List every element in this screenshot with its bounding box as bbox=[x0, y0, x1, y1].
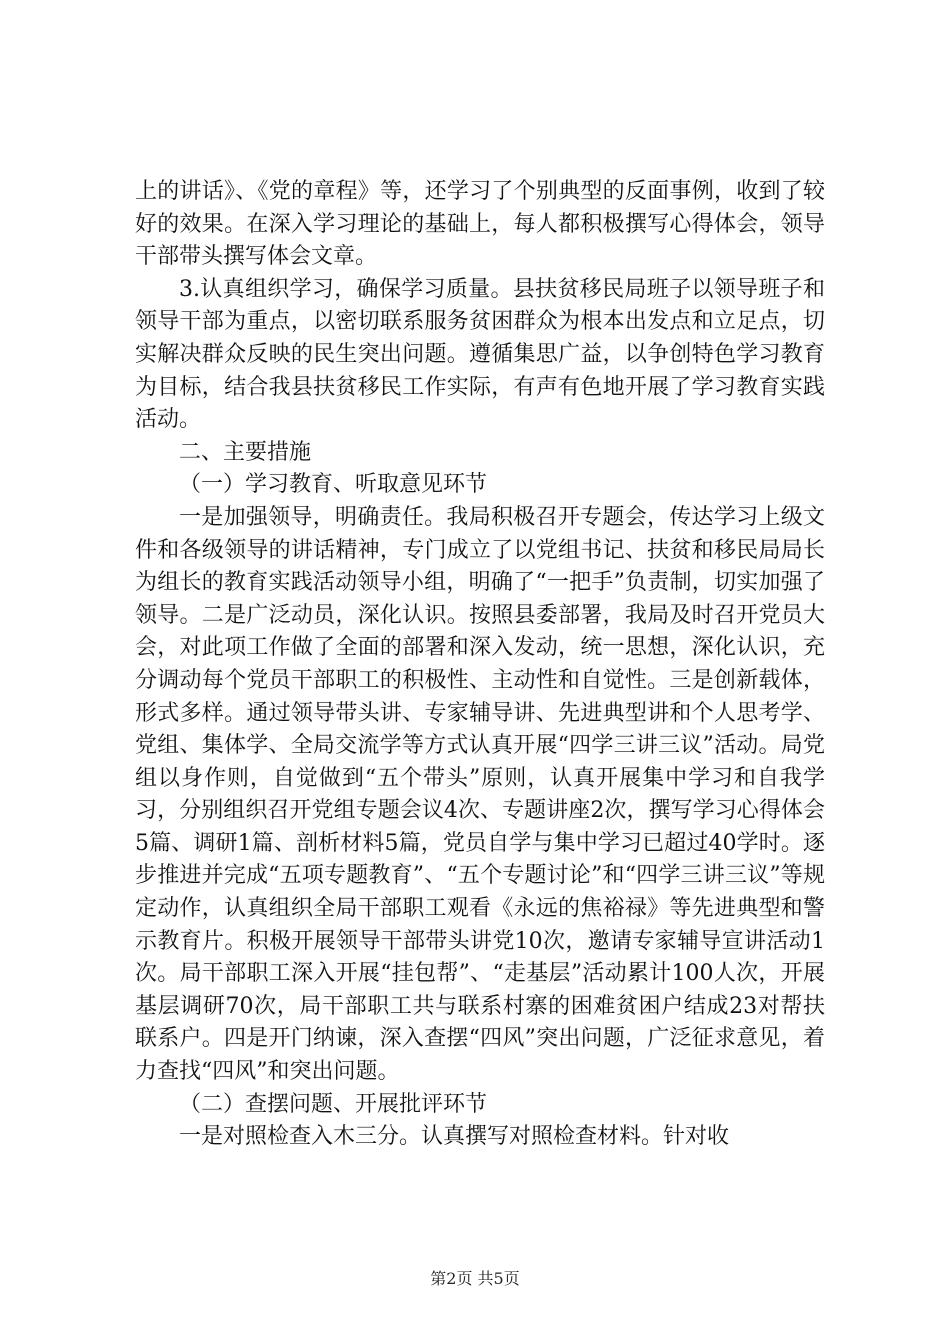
paragraph-continuation: 上的讲话》、《党的章程》等，还学习了个别典型的反面事例，收到了较好的效果。在深入学习理论的基础上，每人都积极撰写心得体会，领导干部带头撰写体会文章。 bbox=[135, 179, 825, 270]
document-body bbox=[135, 176, 825, 1154]
subsection-heading-study-education: （一）学习教育、听取意见环节 bbox=[179, 472, 488, 498]
paragraph-study-quality: 3.认真组织学习，确保学习质量。县扶贫移民局班子以领导班子和领导干部为重点，以密切联系服务贫困群众为根本出发点和立足点，切实解决群众反映的民生突出问题。遵循集思广益，以争创特色学习教育为目标，结合我县扶贫移民工作实际，有声有色地开展了学习教育实践活动。 bbox=[135, 276, 825, 433]
page-footer: 第2页 共5页 bbox=[430, 1269, 520, 1288]
paragraph-self-examination: 一是对照检查入木三分。认真撰写对照检查材料。针对收 bbox=[179, 1124, 730, 1150]
subsection-heading-problem-review: （二）查摆问题、开展批评环节 bbox=[179, 1091, 488, 1117]
section-heading-main-measures: 二、主要措施 bbox=[179, 439, 312, 465]
paragraph-leadership-measures: 一是加强领导，明确责任。我局积极召开专题会，传达学习上级文件和各级领导的讲话精神，专门成立了以党组书记、扶贫和移民局局长为组长的教育实践活动领导小组，明确了“一把手”负责制，切实加强了领导。二是广泛动员，深化认识。按照县委部署，我局及时召开党员大会，对此项工作做了全面的部署和深入发动，统一思想，深化认识，充分调动每个党员干部职工的积极性、主动性和自觉性。三是创新载体，形式多样。通过领导带头讲、专家辅导讲、先进典型讲和个人思考学、党组、集体学、全局交流学等方式认真开展“四学三讲三议”活动。局党组以身作则，自觉做到“五个带头”原则，认真开展集中学习和自我学习，分别组织召开党组专题会议4次、专题讲座2次，撰写学习心得体会5篇、调研1篇、剖析材料5篇，党员自学与集中学习已超过40学时。逐步推进并完成“五项专题教育”、“五个专题讨论”和“四学三讲三议”等规定动作，认真组织全局干部职工观看《永远的焦裕禄》等先进典型和警示教育片。积极开展领导干部带头讲党10次，邀请专家辅导宣讲活动1次。局干部职工深入开展“挂包帮”、“走基层”活动累计100人次，开展基层调研70次，局干部职工共与联系村寨的困难贫困户结成23对帮扶联系户。四是开门纳谏，深入查摆“四风”突出问题，广泛征求意见，着力查找“四风”和突出问题。 bbox=[135, 504, 825, 1085]
